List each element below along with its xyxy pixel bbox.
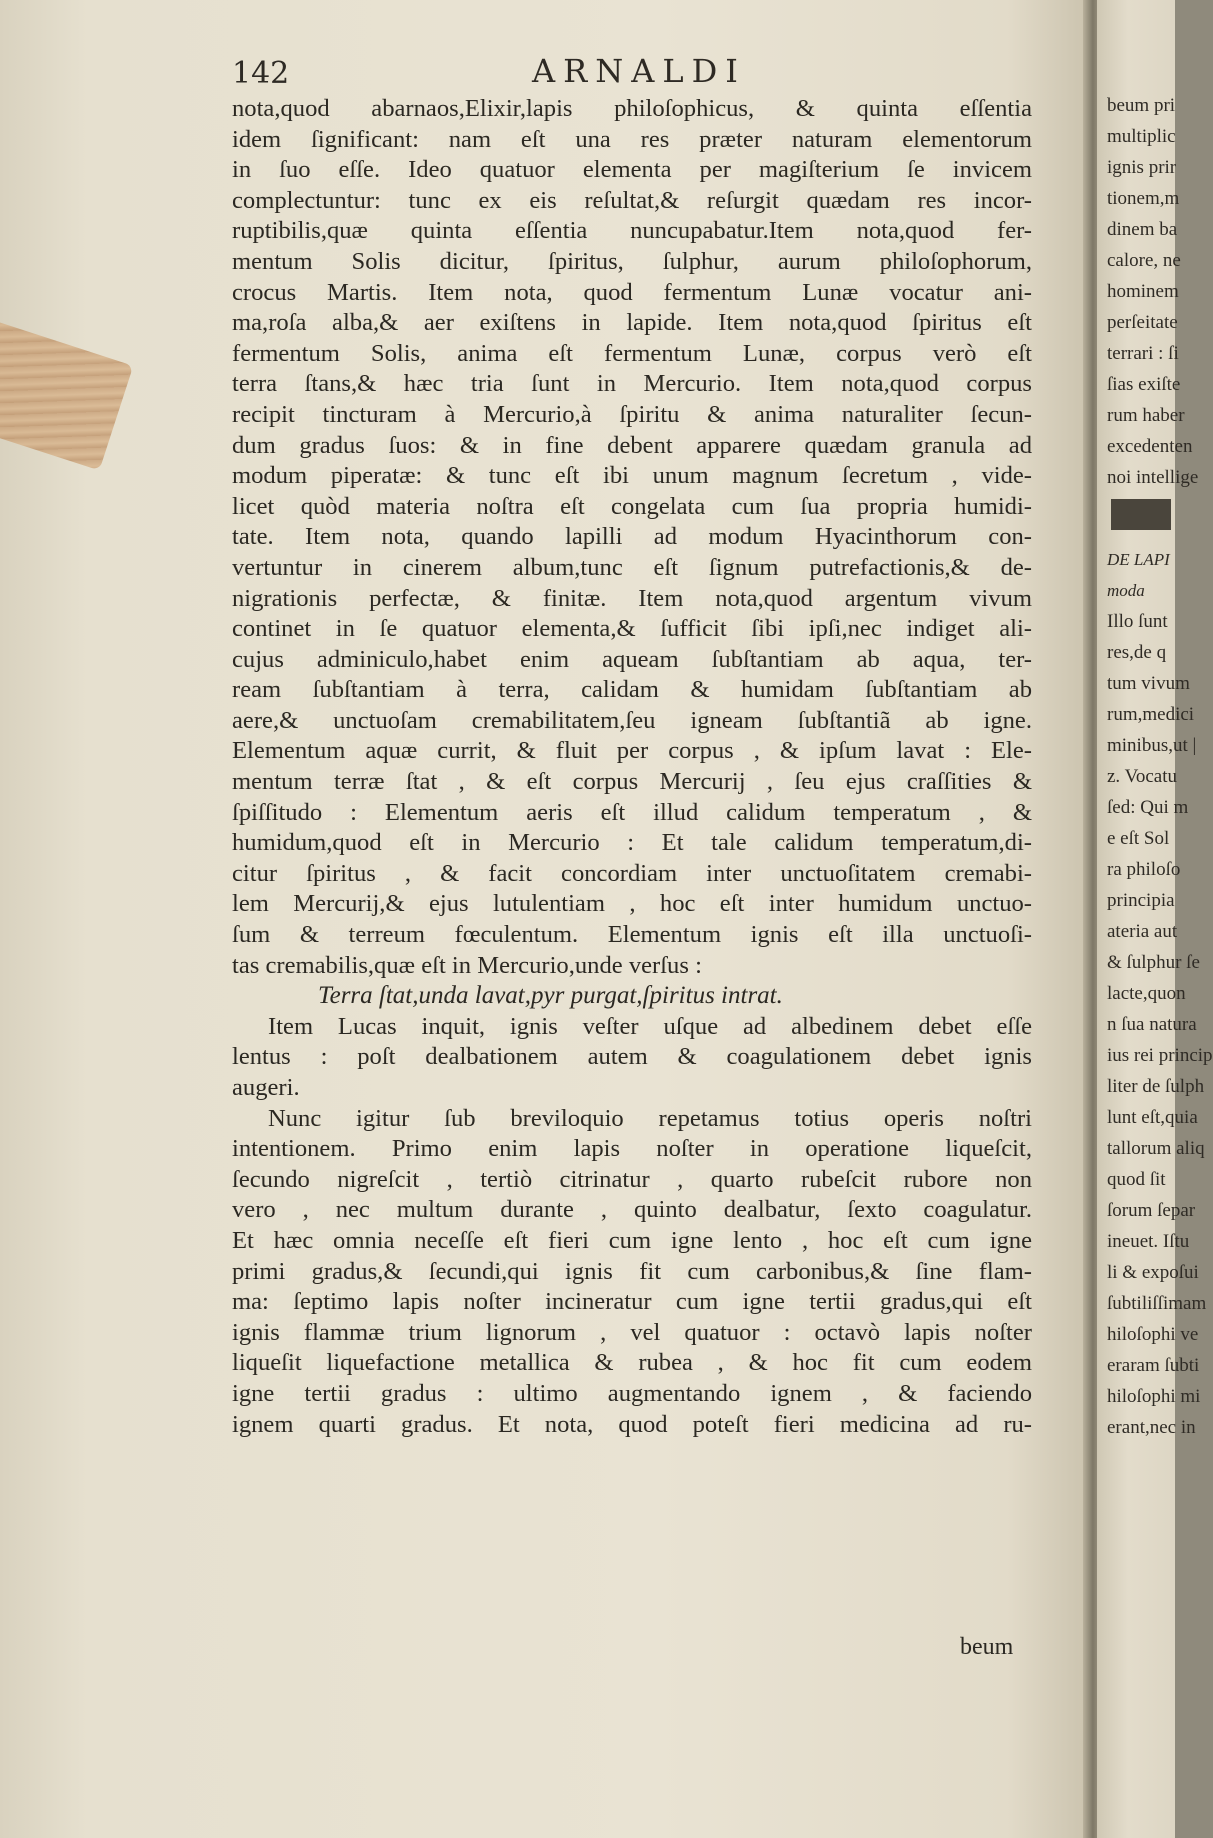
facing-text-line: excedenten <box>1107 436 1193 457</box>
facing-page-text <box>1107 90 1213 1443</box>
text-line: ignis flammæ trium lignorum , vel quatuor : octavò lapis noſter <box>232 1318 1032 1346</box>
text-line: continet in ſe quatuor elementa,& ſufficit ſibi ipſi,nec indiget ali- <box>232 615 1032 643</box>
facing-text-line: e eſt Sol <box>1107 828 1170 849</box>
facing-heading <box>1107 544 1177 606</box>
text-line: primi gradus,& ſecundi,qui ignis fit cum carbonibus,& ſine flam- <box>232 1257 1032 1285</box>
facing-text-line: moda <box>1107 581 1145 600</box>
facing-text-line: ſubtiliſſimam <box>1107 1293 1207 1314</box>
text-line: complectuntur: tunc ex eis reſultat,& reſurgit quædam res incor- <box>232 186 1032 214</box>
facing-text-line: li & expoſui <box>1107 1262 1199 1283</box>
facing-text-line: quod ſit <box>1107 1169 1166 1190</box>
facing-text-line: calore, ne <box>1107 250 1181 271</box>
text-line: liqueſit liquefactione metallica & rubea , & hoc fit cum eodem <box>232 1349 1032 1377</box>
text-line: lentus : poſt dealbationem autem & coagulationem debet ignis <box>232 1043 1032 1071</box>
facing-lines-bottom <box>1107 606 1213 1443</box>
text-line: ignem quarti gradus. Et nota, quod poteſt fieri medicina ad ru- <box>232 1410 1032 1438</box>
paragraph-3 <box>232 1104 1032 1441</box>
paragraph-1 <box>232 94 1032 981</box>
text-line: ma,roſa alba,& aer exiſtens in lapide. Item nota,quod ſpiritus eſt <box>232 309 1032 337</box>
verse-line: Terra ſtat,unda lavat,pyr purgat,ſpiritus intrat. <box>318 982 783 1010</box>
running-head: ARNALDI <box>532 52 746 90</box>
text-line: lem Mercurij,& ejus lutulentiam , hoc eſt inter humidum unctuo- <box>232 890 1032 918</box>
text-line: augeri. <box>232 1074 300 1101</box>
facing-text-line: principia <box>1107 890 1175 911</box>
text-line: idem ſignificant: nam eſt una res præter naturam elementorum <box>232 125 1032 153</box>
text-line: Nunc igitur ſub breviloquio repetamus totius operis noſtri <box>268 1104 1032 1132</box>
text-line: citur ſpiritus , & facit concordiam inter unctuoſitatem cremabi- <box>232 859 1032 887</box>
facing-text-line: eraram ſubti <box>1107 1355 1200 1376</box>
text-line: licet quòd materia noſtra eſt congelata cum ſua propria humidi- <box>232 492 1032 520</box>
text-line: in ſuo eſſe. Ideo quatuor elementa per magiſterium ſe invicem <box>232 156 1032 184</box>
page-header <box>232 50 1052 96</box>
facing-text-line: & ſulphur ſe <box>1107 952 1200 973</box>
facing-text-line: hiloſophi mi <box>1107 1386 1201 1407</box>
facing-lines-top <box>1107 90 1199 493</box>
text-line: igne tertii gradus : ultimo augmentando ignem , & faciendo <box>232 1379 1032 1407</box>
facing-text-line: n ſua natura <box>1107 1014 1197 1035</box>
facing-text-line: terrari : ſi <box>1107 343 1179 364</box>
text-line: mentum terræ ſtat , & eſt corpus Mercurij , ſeu ejus craſſities & <box>232 768 1032 796</box>
facing-page <box>1097 0 1213 1838</box>
text-line: ſpiſſitudo : Elementum aeris eſt illud calidum temperatum , & <box>232 798 1032 826</box>
facing-text-line: res,de q <box>1107 642 1167 663</box>
facing-text-line: DE LAPI <box>1107 550 1170 569</box>
text-line: ſum & terreum fœculentum. Elementum ignis eſt illa unctuoſi- <box>232 921 1032 949</box>
facing-text-line: ateria aut <box>1107 921 1178 942</box>
text-line: cujus adminiculo,habet enim aqueam ſubſtantiam ab aqua, ter- <box>232 645 1032 673</box>
text-line: Item Lucas inquit, ignis veſter uſque ad albedinem debet eſſe <box>268 1012 1032 1040</box>
facing-text-line: ineuet. Iſtu <box>1107 1231 1190 1252</box>
text-line: recipit tincturam à Mercurio,à ſpiritu & anima naturaliter ſecun- <box>232 400 1032 428</box>
facing-text-line: erant,nec in <box>1107 1417 1196 1438</box>
facing-text-line: lunt eſt,quia <box>1107 1107 1198 1128</box>
paragraph-2 <box>232 1012 1032 1104</box>
facing-text-line: beum pri <box>1107 95 1176 116</box>
text-line: terra ſtans,& hæc tria ſunt in Mercurio. Item nota,quod corpus <box>232 370 1032 398</box>
facing-text-line: rum,medici <box>1107 704 1195 725</box>
text-line: mentum Solis dicitur, ſpiritus, ſulphur, aurum philoſophorum, <box>232 247 1032 275</box>
page-number: 142 <box>232 56 290 91</box>
text-line: vero , nec multum durante , quinto dealbatur, ſexto coagulatur. <box>232 1196 1032 1224</box>
text-line: vertuntur in cinerem album,tunc eſt ſignum putrefactionis,& de- <box>232 553 1032 581</box>
text-line: humidum,quod eſt in Mercurio : Et tale calidum temperatum,di- <box>232 829 1032 857</box>
text-line: ruptibilis,quæ quinta eſſentia nuncupabatur.Item nota,quod fer- <box>232 217 1032 245</box>
facing-text-line: ius rei princip <box>1107 1045 1213 1066</box>
facing-text-line: ſorum ſepar <box>1107 1200 1196 1221</box>
facing-text-line: lacte,quon <box>1107 983 1186 1004</box>
text-line: dum gradus ſuos: & in fine debent apparere quædam granula ad <box>232 431 1032 459</box>
text-line: fermentum Solis, anima eſt fermentum Lunæ, corpus verò eſt <box>232 339 1032 367</box>
tape-mark <box>0 320 133 471</box>
text-line: modum piperatæ: & tunc eſt ibi unum magnum ſecretum , vide- <box>232 462 1032 490</box>
text-line: tas cremabilis,quæ eſt in Mercurio,unde verſus : <box>232 951 702 979</box>
facing-text-line: ſias exiſte <box>1107 374 1181 395</box>
text-line: ream ſubſtantiam à terra, calidam & humidam ſubſtantiam ab <box>232 676 1032 704</box>
facing-text-line: tionem,m <box>1107 188 1180 209</box>
facing-text-line: dinem ba <box>1107 219 1178 240</box>
facing-text-line: ſed: Qui m <box>1107 797 1189 818</box>
text-line: intentionem. Primo enim lapis noſter in operatione liqueſcit, <box>232 1135 1032 1163</box>
facing-text-line: rum haber <box>1107 405 1185 426</box>
text-line: Et hæc omnia neceſſe eſt fieri cum igne lento , hoc eſt cum igne <box>232 1226 1032 1254</box>
text-line: ma: ſeptimo lapis noſter incineratur cum igne tertii gradus,qui eſt <box>232 1288 1032 1316</box>
text-line: ſecundo nigreſcit , tertiò citrinatur , quarto rubeſcit rubore non <box>232 1165 1032 1193</box>
catchword: beum <box>960 1634 1014 1660</box>
facing-text-line: ra philoſo <box>1107 859 1181 880</box>
facing-text-line: z. Vocatu <box>1107 766 1178 787</box>
body-text <box>232 94 1032 1440</box>
facing-text-line: hominem <box>1107 281 1179 302</box>
text-line: tate. Item nota, quando lapilli ad modum Hyacinthorum con- <box>232 523 1032 551</box>
facing-text-line: multiplic <box>1107 126 1176 147</box>
facing-text-line: liter de ſulph <box>1107 1076 1205 1097</box>
facing-text-line: ignis prir <box>1107 157 1177 178</box>
facing-text-line: Illo ſunt <box>1107 611 1168 632</box>
facing-text-line: tallorum aliq <box>1107 1138 1205 1159</box>
facing-text-line: tum vivum <box>1107 673 1190 694</box>
facing-text-line: perſeitate <box>1107 312 1178 333</box>
facing-text-line: hiloſophi ve <box>1107 1324 1199 1345</box>
text-line: aere,& unctuoſam cremabilitatem,ſeu igneam ſubſtantiã ab igne. <box>232 706 1032 734</box>
text-line: nota,quod abarnaos,Elixir,lapis philoſophicus, & quinta eſſentia <box>232 95 1032 122</box>
text-line: crocus Martis. Item nota, quod fermentum Lunæ vocatur ani- <box>232 278 1032 306</box>
facing-text-line: minibus,ut | <box>1107 735 1197 756</box>
text-line: Elementum aquæ currit, & fluit per corpus , & ipſum lavat : Ele- <box>232 737 1032 765</box>
facing-text-line: noi intellige <box>1107 467 1199 488</box>
text-line: nigrationis perfectæ, & finitæ. Item nota,quod argentum vivum <box>232 584 1032 612</box>
facing-rule <box>1111 499 1171 530</box>
